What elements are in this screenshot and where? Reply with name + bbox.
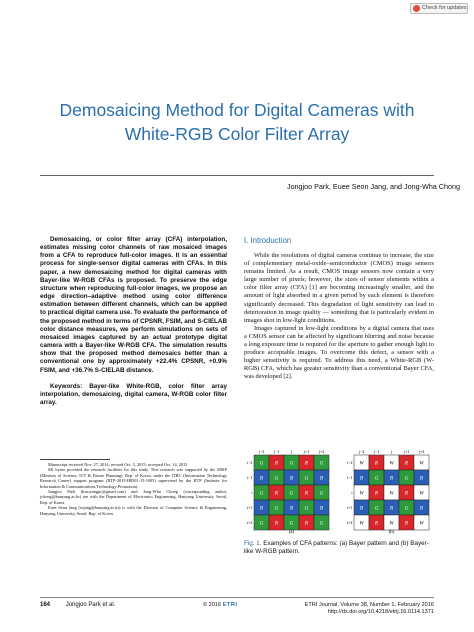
- bayer-cell-label: B: [319, 475, 324, 482]
- wrgb-cell-label: W: [389, 460, 394, 467]
- row-label: i+1: [346, 505, 353, 510]
- caption-text: Examples of CFA patterns: (a) Bayer pattern and (b) Bayer-like W-RGB pattern.: [244, 540, 429, 555]
- wrgb-cell-label: B: [389, 505, 394, 512]
- wrgb-cell-label: W: [359, 520, 364, 527]
- bayer-cell-label: G: [289, 520, 294, 527]
- check-for-updates-badge[interactable]: [410, 3, 468, 14]
- bayer-cell-label: G: [259, 460, 264, 467]
- wrgb-cell-label: W: [419, 520, 424, 527]
- caption-label: Fig. 1.: [244, 540, 262, 547]
- wrgb-cell-label: B: [419, 505, 424, 512]
- introduction-body: [244, 252, 434, 382]
- bayer-cell-label: G: [319, 460, 324, 467]
- wrgb-cell-label: W: [419, 460, 424, 467]
- bayer-cell-label: R: [274, 460, 279, 467]
- bayer-cell-label: G: [304, 475, 309, 482]
- wrgb-cell-label: G: [374, 505, 379, 512]
- bayer-cell-label: R: [274, 520, 279, 527]
- footer-right: [300, 602, 434, 616]
- wrgb-cell-label: W: [389, 520, 394, 527]
- wrgb-cell-label: W: [419, 490, 424, 497]
- update-icon: [413, 5, 420, 12]
- bayer-cell-label: G: [259, 490, 264, 497]
- footnote-rule: [40, 459, 110, 460]
- bayer-cell-label: G: [304, 505, 309, 512]
- wrgb-cell-label: W: [359, 490, 364, 497]
- bayer-cell-label: B: [319, 505, 324, 512]
- running-authors: Jongjoo Park et al.: [65, 602, 116, 608]
- wrgb-cell-label: G: [374, 475, 379, 482]
- footnote: Jongjoo Park (hwoyangpc@gmail.com) and Jong-Wha Chong (corresponding author, jchong@hanyang.ac.kr) are with the Department of Electronics Engineering, Hanyang University, Seoul, Rep. of Korea.: [40, 489, 227, 505]
- column-label: j+2: [418, 449, 425, 454]
- author-list: Jongjoo Park, Euee Seon Jang, and Jong-Wha Chong: [286, 182, 460, 191]
- wrgb-cell-label: W: [359, 460, 364, 467]
- bayer-cell-label: G: [289, 460, 294, 467]
- bayer-cell-label: G: [274, 475, 279, 482]
- bayer-cell-label: R: [274, 490, 279, 497]
- column-label: j+1: [303, 449, 310, 454]
- bayer-cell-label: B: [289, 505, 294, 512]
- bayer-cell-label: G: [274, 505, 279, 512]
- row-label: i+2: [246, 520, 253, 525]
- wrgb-cell-label: R: [404, 460, 409, 467]
- bayer-cell-label: B: [259, 505, 264, 512]
- column-label: j−2: [258, 449, 265, 454]
- bayer-cell-label: G: [259, 520, 264, 527]
- bayer-cell-label: G: [319, 520, 324, 527]
- figure-caption: [244, 540, 434, 556]
- footer-left: [40, 602, 115, 608]
- column-label: j+2: [318, 449, 325, 454]
- bayer-cell-label: G: [289, 490, 294, 497]
- badge-label: Check for updates: [422, 5, 467, 11]
- title-rule: [40, 175, 434, 176]
- cfa-pattern-figure: [243, 446, 435, 534]
- bayer-cell-label: R: [304, 520, 309, 527]
- wrgb-cell-label: B: [359, 475, 364, 482]
- bayer-cell-label: B: [289, 475, 294, 482]
- wrgb-cell-label: G: [404, 475, 409, 482]
- row-label: i−2: [246, 460, 253, 465]
- abstract: [40, 236, 227, 407]
- body-paragraph: Images captured in low-light conditions by a digital camera that uses a CMOS sensor can be affected by significant blurring and noise because a long exposure time is required for the aperture to gather enough light to produce acceptable images. To overcome this defect, a sensor with a higher sensitivity is required. To address this need, a White-RGB (W-RGB) CFA, which has greater sensitivity than a conventional Bayer CFA, was developed [2].: [244, 324, 434, 381]
- bayer-cell-label: G: [319, 490, 324, 497]
- body-paragraph: While the resolutions of digital cameras continue to increase, the size of complementary metal-oxide–semiconductor (CMOS) image sensors remains limited. As a result, CMOS image sensors now contain a very large number of pixels; however, the sizes of sensor elements within a color filter array (CFA) [1] are becoming increasingly smaller, and the amount of light absorbed in a given period by each element is therefore significantly decreased. This degradation of light sensitivity can lead to deterioration in image quality — something that is particularly evident in images shot in low-light conditions.: [244, 252, 434, 324]
- wrgb-cell-label: R: [404, 490, 409, 497]
- subfigure-label: (a): [288, 530, 295, 534]
- subfigure-label: (b): [388, 530, 395, 534]
- wrgb-cell-label: R: [374, 490, 379, 497]
- wrgb-cell-label: B: [389, 475, 394, 482]
- column-label: j−1: [273, 449, 280, 454]
- bayer-cell-label: R: [304, 490, 309, 497]
- wrgb-cell-label: R: [404, 520, 409, 527]
- bayer-cell-label: B: [259, 475, 264, 482]
- footnote: SK hynix provided the research facilities for this study. This research was supported by the MSIP (Ministry of Science, ICT & Future Planning), Rep. of Korea, under the ITRC (Information Technology Research Center) support program (IITP-2015-H8501-15-1005) supervised by the IITP (Institute for Information & Communications Technology Promotion).: [40, 467, 227, 489]
- wrgb-cell-label: R: [374, 520, 379, 527]
- row-label: i+2: [346, 520, 353, 525]
- row-label: i−1: [246, 475, 253, 480]
- etri-logo: ETRI: [222, 602, 238, 608]
- wrgb-cell-label: B: [359, 505, 364, 512]
- footnote: Euee Seon Jang (esjang@hanyang.ac.kr) is with the Division of Computer Science & Engineering, Hanyang University, Seoul, Rep. of Korea.: [40, 505, 227, 516]
- section-heading: I. Introduction: [244, 236, 292, 245]
- footer-rule: [40, 597, 434, 598]
- wrgb-cell-label: B: [419, 475, 424, 482]
- paper-title: Demosaicing Method for Digital Cameras with White-RGB Color Filter Array: [59, 100, 415, 144]
- abstract-text: Demosaicing, or color filter array (CFA) interpolation, estimates missing color channels of raw mosaiced images from a CFA to reproduce full-color images. It is an essential process for single-sensor digital cameras with CFAs. In this paper, a new demosaicing method for digital cameras with Bayer-like W-RGB CFAs is proposed. To preserve the edge structure when reproducing full-color images, we propose an edge direction–adaptive method using color difference estimation between different channels, which can be applied to practical digital camera use. To evaluate the performance of the proposed method in terms of CPSNR, FSIM, and S-CIELAB color distance measures, we perform simulations on sets of mosaiced images captured by an actual prototype digital camera with a Bayer-like W-RGB CFA. The simulation results show that the proposed method demosaics better than a conventional one by approximately +22.4% CPSNR, +0.9% FSIM, and +36.7% S-CIELAB distance.: [40, 236, 227, 374]
- row-label: i−1: [346, 475, 353, 480]
- footnote: Manuscript received Nov. 27, 2014; revised Oct. 5, 2015; accepted Oct. 14, 2015.: [48, 462, 189, 467]
- column-label: j−1: [373, 449, 380, 454]
- column-label: j: [390, 449, 393, 454]
- bayer-cell-label: R: [304, 460, 309, 467]
- footnotes: [40, 462, 227, 516]
- row-label: i: [351, 490, 353, 495]
- footer-copyright: [203, 602, 237, 608]
- wrgb-cell-label: W: [389, 490, 394, 497]
- doi-link[interactable]: http://dx.doi.org/10.4218/etrij.16.0114.1371: [327, 609, 434, 615]
- row-label: i−2: [346, 460, 353, 465]
- page-number: 164: [40, 602, 51, 608]
- journal-info: ETRI Journal, Volume 38, Number 1, February 2016: [304, 602, 434, 608]
- wrgb-cell-label: G: [404, 505, 409, 512]
- column-label: j+1: [403, 449, 410, 454]
- wrgb-cell-label: R: [374, 460, 379, 467]
- column-label: j−2: [358, 449, 365, 454]
- column-label: j: [290, 449, 293, 454]
- row-label: i: [251, 490, 253, 495]
- keywords: Keywords: Bayer-like White-RGB, color filter array interpolation, demosaicing, digital camera, W-RGB color filter array.: [40, 382, 227, 406]
- copyright: © 2016: [203, 602, 222, 608]
- row-label: i+1: [246, 505, 253, 510]
